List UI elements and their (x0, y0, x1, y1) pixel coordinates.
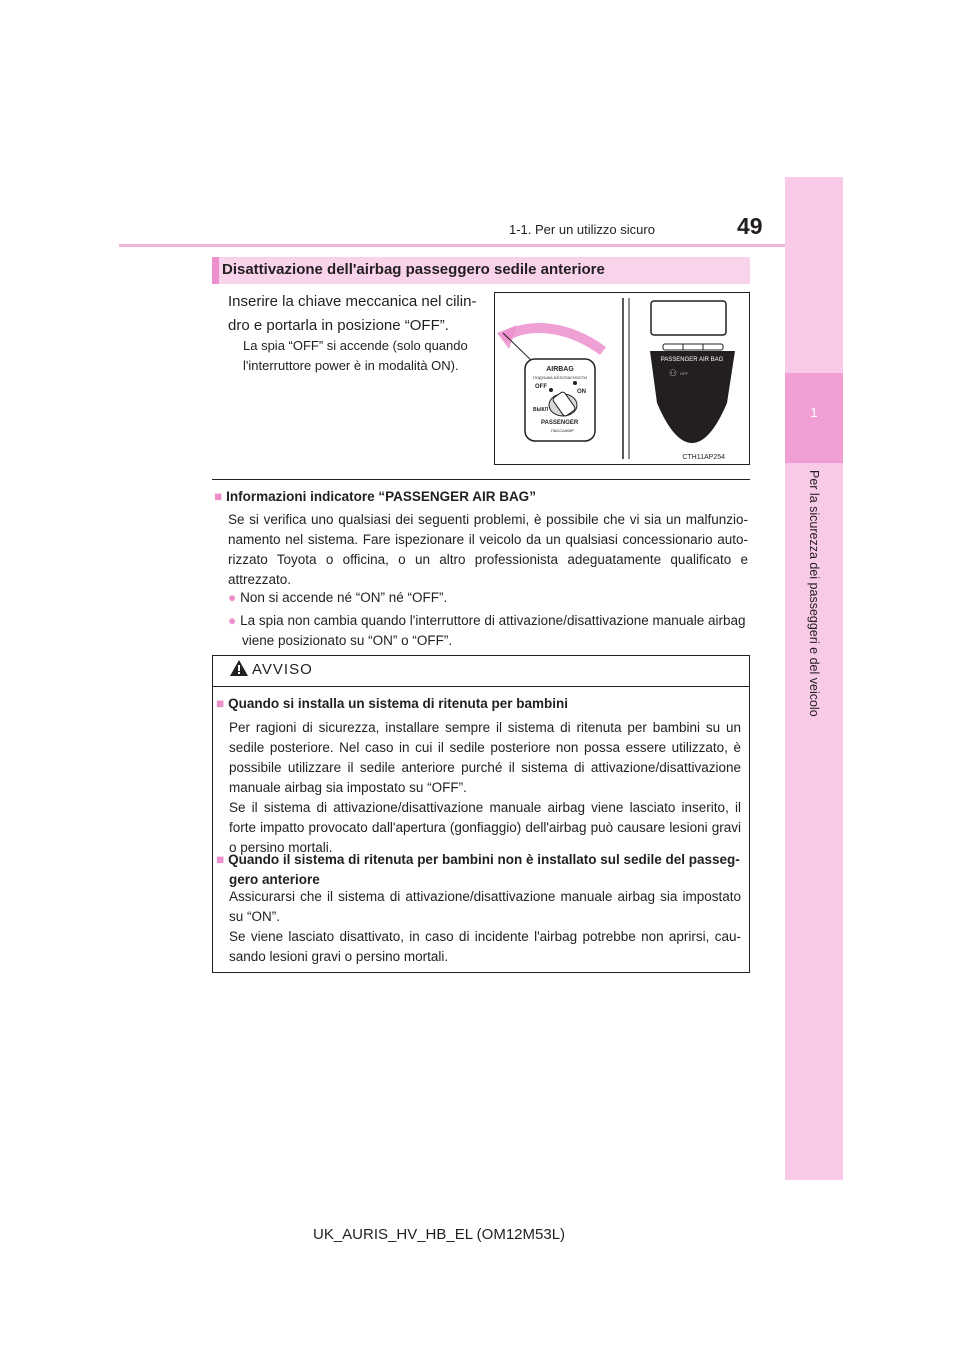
square-bullet-icon: ■ (214, 489, 223, 504)
switch-label-off-ru: ВЫКЛ (533, 407, 549, 413)
footer-code: UK_AURIS_HV_HB_EL (OM12M53L) (313, 1226, 566, 1243)
warning-heading-1-text: Quando si installa un sistema di ritenuta per bambini (228, 696, 568, 711)
chapter-title-wrap (785, 470, 843, 717)
indicator-off-label: OFF (680, 371, 688, 376)
airbag-switch-figure (494, 292, 750, 465)
warning-body-2 (229, 887, 741, 967)
warning-heading-2-line2: gero anteriore (229, 872, 320, 887)
warning-body-1 (229, 718, 741, 858)
warning-heading-2 (216, 850, 746, 890)
warning-heading-1 (216, 696, 746, 711)
switch-label-airbag: AIRBAG (546, 366, 574, 373)
indicator-label: PASSENGER AIR BAG (660, 357, 724, 363)
info-bullet-1-text: Non si accende né “ON” né “OFF”. (240, 590, 448, 605)
info-heading (214, 489, 536, 504)
info-bullet-2-line2: viene posizionato su “ON” o “OFF”. (242, 633, 453, 648)
chapter-title: Per la sicurezza dei passeggeri e del veicolo (807, 470, 821, 717)
step-instruction: Inserire la chiave meccanica nel cilin-dro e portarla in posizione “OFF”. (228, 293, 477, 334)
switch-label-passenger-ru: ПАССАЖИР (551, 428, 575, 433)
warning-body-1b: Se il sistema di attivazione/disattivazione manuale airbag viene lasciato inserito, il forte impatto provocato dall'apertura (gonfiaggio) dell'airbag può causare lesioni gravi o persino mortali. (229, 800, 741, 855)
header-section-title: 1-1. Per un utilizzo sicuro (509, 222, 655, 237)
warning-body-2b: Se viene lasciato disattivato, in caso di incidente l'airbag potrebbe non aprirsi, cau-sando lesioni gravi o persino mortali. (229, 929, 741, 964)
warning-heading-2-line1: Quando il sistema di ritenuta per bambini non è installato sul sedile del passeg- (228, 852, 740, 867)
info-bullet-1 (228, 588, 748, 608)
step-note: La spia “OFF” si accende (solo quando l'interruttore power è in modalità ON). (243, 338, 468, 373)
square-bullet-icon: ■ (216, 696, 225, 711)
section-title: Disattivazione dell'airbag passeggero sedile anteriore (222, 261, 605, 278)
round-bullet-icon: ● (228, 613, 237, 628)
switch-label-off: OFF (535, 384, 547, 390)
chapter-number: 1 (810, 405, 818, 420)
switch-label-airbag-ru: ПОДУШКА БЕЗОПАСНОСТИ (532, 375, 588, 380)
indicator-seat-icon: ⚇ (669, 368, 678, 378)
warning-body-1a: Per ragioni di sicurezza, installare sempre il sistema di ritenuta per bambini su un sedile posteriore. Nel caso in cui il sedile posteriore non possa essere utilizzato, è possibile utilizzare il sedile anteriore purché il sistema di attivazione/disattivazione manuale airbag sia impostato su “OFF”. (229, 720, 741, 795)
warning-triangle-icon (229, 659, 249, 677)
warning-header-rule (212, 686, 750, 687)
square-bullet-icon: ■ (216, 852, 225, 867)
page-number: 49 (737, 213, 763, 239)
switch-label-on: ON (577, 389, 586, 395)
airbag-switch-illustration (495, 293, 749, 464)
info-bullet-2-line1: La spia non cambia quando l'interruttore di attivazione/disattivazione manuale airbag (240, 613, 746, 628)
switch-label-passenger: PASSENGER (541, 420, 579, 426)
round-bullet-icon: ● (228, 590, 237, 605)
info-bullet-2 (228, 611, 748, 651)
warning-title: AVVISO (252, 661, 313, 678)
info-heading-text: Informazioni indicatore “PASSENGER AIR BAG” (226, 489, 536, 504)
section-divider (212, 479, 750, 480)
info-body: Se si verifica uno qualsiasi dei seguenti problemi, è possibile che vi sia un malfunzio-namento nel sistema. Fare ispezionare il veicolo da un qualsiasi concessionario auto-rizzato Toyota o officina, o un altro professionista adeguatamente qualificato e attrezzato. (228, 512, 748, 587)
warning-body-2a: Assicurarsi che il sistema di attivazione/disattivazione manuale airbag sia impostato su “ON”. (229, 889, 741, 924)
figure-code: CTH11AP254 (682, 454, 725, 461)
header-rule (119, 244, 785, 247)
